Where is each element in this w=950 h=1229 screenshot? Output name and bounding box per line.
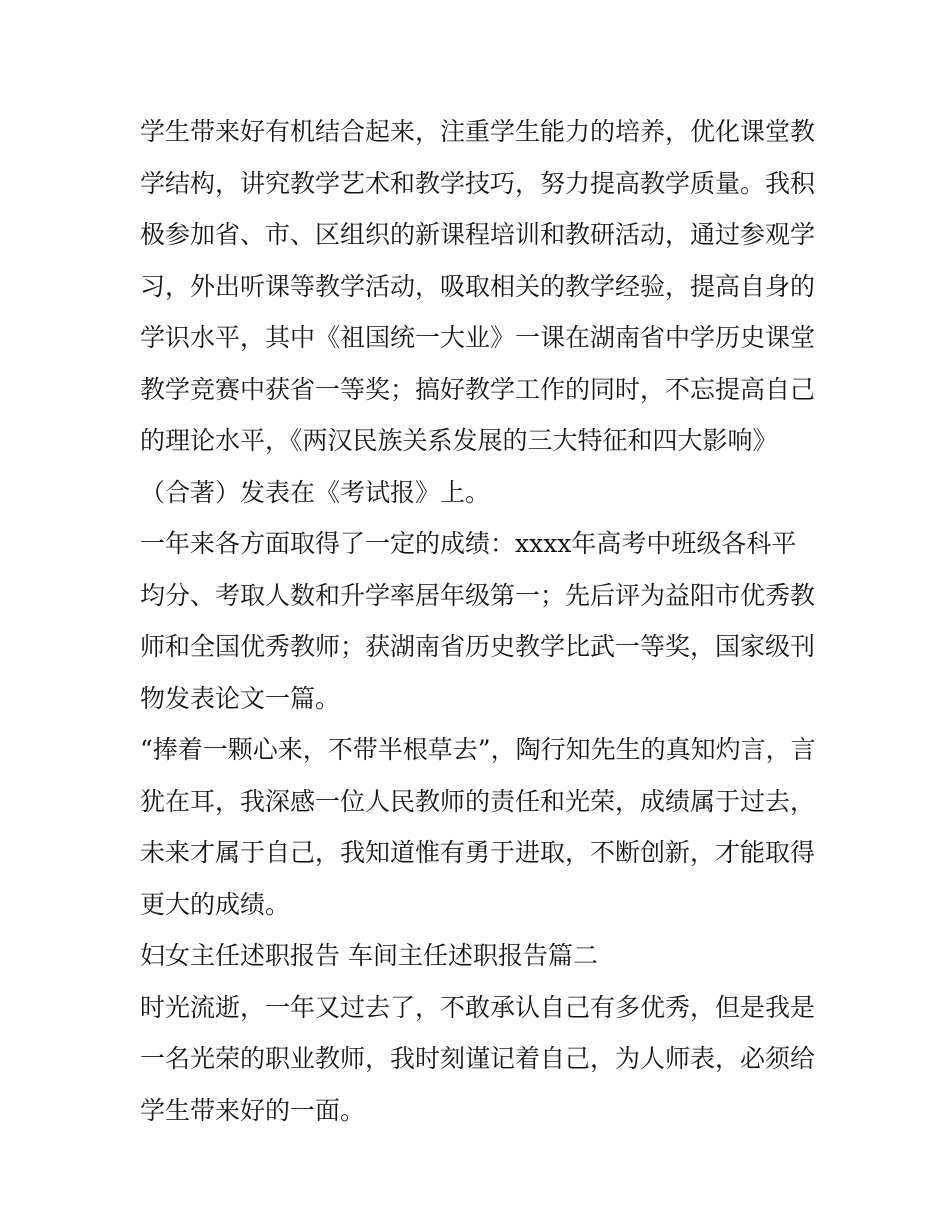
- text-line: 更大的成绩。: [140, 889, 291, 919]
- text-line: 未来才属于自己，我知道惟有勇于进取，不断创新，才能取得: [140, 838, 816, 867]
- text-line: 学识水平，其中《祖国统一大业》一课在湖南省中学历史课堂: [140, 323, 816, 352]
- text-line: 极参加省、市、区组织的新课程培训和教研活动，通过参观学: [140, 220, 816, 249]
- text-line: 的理论水平，《两汉民族关系发展的三大特征和四大影响》: [140, 426, 778, 455]
- text-line: 物发表论文一篇。: [140, 683, 341, 713]
- text-line: 学生带来好有机结合起来，注重学生能力的培养，优化课堂教: [140, 117, 816, 146]
- text-line: 一年来各方面取得了一定的成绩：xxxx年高考中班级各科平: [140, 529, 797, 558]
- text-line: 时光流逝，一年又过去了，不敢承认自己有多优秀，但是我是: [140, 992, 816, 1022]
- text-line: 习，外出听课等教学活动，吸取相关的教学经验，提高自身的: [140, 271, 816, 301]
- text-line: 教学竞赛中获省一等奖；搞好教学工作的同时，不忘提高自己: [140, 374, 816, 404]
- text-line: 师和全国优秀教师；获湖南省历史教学比武一等奖，国家级刊: [140, 632, 816, 661]
- text-line: 学结构，讲究教学艺术和教学技巧，努力提高教学质量。我积: [140, 168, 816, 198]
- document-body: [140, 106, 830, 1136]
- text-line: 均分、考取人数和升学率居年级第一；先后评为益阳市优秀教: [140, 580, 816, 610]
- text-line: 一名光荣的职业教师，我时刻谨记着自己，为人师表，必须给: [140, 1044, 816, 1073]
- text-line: “捧着一颗心来，不带半根草去”，陶行知先生的真知灼言，言: [140, 735, 816, 764]
- text-line: （合著）发表在《考试报》上。: [140, 477, 491, 507]
- text-line: 犹在耳，我深感一位人民教师的责任和光荣，成绩属于过去，: [140, 786, 816, 816]
- text-line: 学生带来好的一面。: [140, 1095, 366, 1125]
- section-heading: 妇女主任述职报告 车间主任述职报告篇二: [140, 941, 598, 970]
